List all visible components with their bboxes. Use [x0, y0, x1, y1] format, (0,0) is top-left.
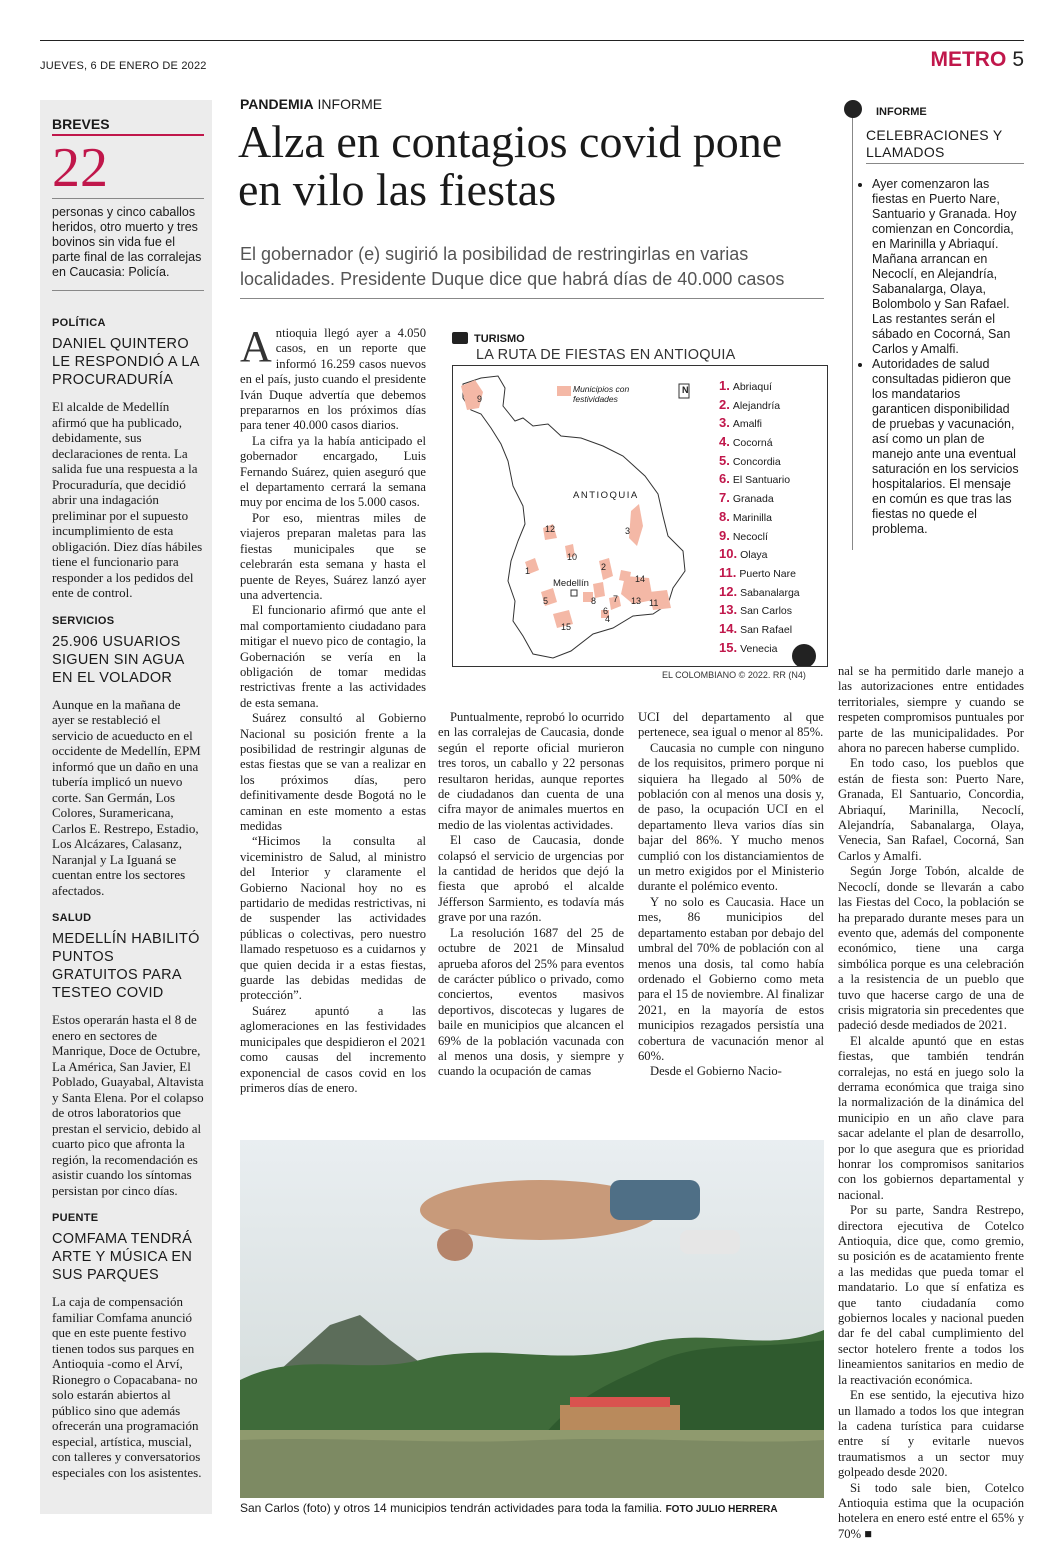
paragraph: Si todo sale bien, Cotelco Antioquia estima que la ocupación hotelera en enero esté entre el 65% y 70% ■: [838, 1480, 1024, 1541]
municipality-number: 12.: [719, 583, 738, 599]
municipality-item: [719, 640, 819, 659]
brief-title: COMFAMA TENDRÁ ARTE Y MÚSICA EN SUS PARQUES: [52, 1231, 193, 1283]
municipality-name: Puerto Nare: [739, 567, 796, 580]
map-graphic: [452, 365, 828, 667]
kicker-rest: INFORME: [317, 96, 383, 112]
brief-item: [52, 615, 204, 899]
article-kicker: [240, 96, 382, 112]
infobox-bullet: • Ayer comenzaron las fiestas en Puerto Nare, Santuario y Granada. Hoy comienzan en Concordia, en Marinilla y Abriaquí. Mañana arrancan en Necoclí, en Alejandría, Sabanalarga, Olaya, Bolombolo y San Rafael. Las restantes serán el sábado en Cocorná, San Carlos y Amalfi.: [872, 177, 1022, 357]
paragraph: Por eso, mientras miles de viajeros preparan maletas para las fiestas municipales que se celebrarán esta semana y hasta el puente de Reyes, Suárez lanzó ayer una advertencia.: [240, 510, 426, 602]
municipality-item: [719, 546, 819, 565]
paragraph: UCI del departamento al que pertenece, sea igual o menor al 85%.: [638, 710, 824, 740]
caption-text: San Carlos (foto) y otros 14 municipios tendrán actividades para toda la familia.: [240, 1501, 663, 1515]
legend-swatch: [557, 386, 571, 396]
map-number: 12: [545, 524, 556, 534]
map-number: 1: [525, 566, 531, 576]
paragraph: Según Jorge Tobón, alcalde de Necoclí, donde se llevarán a cabo las Fiestas del Coco, la población se ha preparado durante meses para un evento que, además del componente económico, tiene una carga simbólica porque es una celebración a la resistencia de un pueblo que tuvo que hacerse cargo de una de crisis migratoria sin precedentes que padeció desde mediados de 2021.: [838, 864, 1024, 1033]
brief-body: Aunque en la mañana de ayer se restableció el servicio de acueducto en el occidente de Medellín, EPM informó que un daño en una tubería implicó un nuevo corte. San Germán, Los Colores, Suramericana, Carlos E. Restrepo, Estadio, Los Alcázares, Calasanz, Naranjal y La Iguaná se cuentan entre los sectores afectados.: [52, 696, 201, 898]
region-label: ANTIOQUIA: [573, 490, 639, 501]
paragraph: Caucasia no cumple con ninguno de los requisitos, primero porque ni siquiera ha llegado al 50% de población con al menos una dosis y, de paso, la ocupación UCI en el departamento lleva varios días sin bajar del 86%. Y mucho menos cumplió con los distanciamientos de un metro exigidos por el Ministerio durante el polémico evento.: [638, 740, 824, 894]
municipality-name: Venecia: [740, 642, 778, 655]
city-label: Medellín: [553, 578, 589, 589]
municipality-name: Marinilla: [732, 511, 772, 524]
municipality-number: 4.: [719, 434, 730, 450]
news-photo: [240, 1140, 824, 1498]
breves-label: BREVES: [52, 116, 204, 136]
sidebar-divider: [52, 290, 204, 291]
municipality-number: 11.: [719, 564, 737, 580]
municipality-number: 3.: [719, 415, 730, 431]
drop-cap: A: [240, 322, 272, 371]
map-title: LA RUTA DE FIESTAS EN ANTIOQUIA: [476, 347, 736, 363]
north-label: N: [682, 385, 689, 395]
issue-date: JUEVES, 6 DE ENERO DE 2022: [40, 60, 207, 72]
article-column-4: [838, 664, 1024, 1542]
brief-body: La caja de compensación familiar Comfama anunció que en este puente festivo tienen todos sus parques en Antioquia -como el Arví, Rionegro o Copacabana- no solo estarán abiertos al público sino que además ofrecerán una programación especial, artística, muscial, con talleres y conversatorios especiales con los asistentes.: [52, 1294, 202, 1480]
municipality-name: Alejandría: [732, 399, 781, 412]
municipality-item: [719, 378, 819, 397]
photo-credit: FOTO JULIO HERRERA: [665, 1504, 778, 1515]
municipality-name: Necoclí: [732, 530, 768, 543]
municipality-name: Olaya: [740, 549, 768, 562]
municipality-name: Sabanalarga: [740, 586, 800, 599]
article-column-1: [240, 322, 426, 1096]
brief-title: 25.906 USUARIOS SIGUEN SIN AGUA EN EL VOLADOR: [52, 633, 184, 686]
municipality-item: [719, 434, 819, 453]
municipality-number: 14.: [719, 620, 738, 636]
municipality-item: [719, 490, 819, 509]
map-number: 7: [613, 594, 619, 604]
municipality-name: Amalfi: [732, 418, 763, 431]
map-number: 9: [477, 394, 483, 404]
section-name: METRO: [930, 48, 1007, 71]
infobox-body: [862, 177, 1022, 537]
municipality-number: 8.: [719, 508, 730, 524]
brief-item: [52, 1212, 204, 1480]
municipality-number: 7.: [719, 490, 730, 506]
municipality-number: 2.: [719, 396, 730, 412]
map-number: 11: [649, 598, 659, 608]
headline: Alza en contagios covid pone en vilo las fiestas: [238, 116, 783, 215]
map-credit: EL COLOMBIANO © 2022. RR (N4): [662, 670, 806, 680]
map-number: 13: [631, 596, 642, 606]
municipality-number: 5.: [719, 452, 730, 468]
map-number: 3: [625, 526, 631, 536]
municipality-name: El Santuario: [732, 474, 791, 487]
article-column-2: [438, 710, 624, 1080]
municipality-number: 15.: [719, 639, 738, 655]
municipality-name: Abriaquí: [732, 381, 772, 393]
paragraph: En ese sentido, la ejecutiva hizo un llamado a todos los que integran la cadena turística para cuidarse entre sí y evitarle nuevos traumatismos a un sector muy golpeado desde 2020.: [838, 1388, 1024, 1480]
subhead: El gobernador (e) sugirió la posibilidad de restringirlas en varias localidades. Presidente Duque dice que habrá días de 40.000 casos: [240, 244, 785, 289]
infobox-bullet: • Autoridades de salud consultadas pidieron que los mandatarios garanticen disponibilidad de pruebas y vacunación, así como un plan de manejo ante una eventual saturación en los servicios hospitalarios. El mensaje en común es que tras las fiestas no quede el problema.: [872, 357, 1022, 537]
map-number: 5: [543, 596, 549, 606]
infobox-title: CELEBRACIONES Y LLAMADOS: [866, 127, 1003, 160]
paragraph: En todo caso, los pueblos que están de fiesta son: Puerto Nare, Granada, El Santuario, Concordia, Abriaquí, Marinilla, Necoclí, Alejandría, Sabanalarga, Olaya, Venecia, San Rafael, Cocorná, San Carlos y Amalfi.: [838, 756, 1024, 863]
municipality-number: 6.: [719, 471, 730, 487]
paragraph: “Hicimos la consulta al viceministro de Salud, al ministro del Interior y claramente el Gobierno Nacional hoy no es partidario de medidas restrictivas, ni de suspender las actividades públicas o colectivas, pero nuestro llamado respetuoso es a cuidarnos y que quien decida ir a estas fiestas, guarde las debidas medidas de protección”.: [240, 834, 426, 1003]
municipality-item: [719, 453, 819, 472]
page-number: 5: [1012, 48, 1024, 71]
map-number: 6: [603, 606, 609, 616]
map-legend: Municipios con festividades: [573, 384, 630, 404]
big-number-text: personas y cinco caballos heridos, otro muerto y tres bovinos sin vida fue el parte final de las corralejas en Caucasia: Policía.: [52, 205, 202, 279]
article-column-3: [638, 710, 824, 1080]
photo-caption: [240, 1501, 840, 1515]
brief-tag: SERVICIOS: [52, 614, 115, 627]
municipality-list: [719, 378, 819, 658]
paragraph: Por su parte, Sandra Restrepo, directora ejecutiva de Cotelco Antioquia, dice que, como gremio, su posición es de acatamiento frente a las medidas que pueda tomar el mandatario. Lo que sí enfatiza es que tanto ciudadanía como gobiernos locales y nacional pueden dar fe del cabal cumplimiento del sector hotelero frente a todos los lineamientos sanitarios en medio de la reactivación económica.: [838, 1203, 1024, 1387]
brief-title: DANIEL QUINTERO LE RESPONDIÓ A LA PROCURADURÍA: [52, 336, 199, 388]
infobox-tag: INFORME: [876, 106, 927, 118]
infobox-rule: [852, 100, 853, 550]
brief-body: Estos operarán hasta el 8 de enero en sectores de Manrique, Doce de Octubre, La América, San Javier, El Poblado, Guayabal, Altavista y Santa Elena. Por el colapso de otros laboratorios que prestan el servicio, debido al cuarto pico que afronta la región, la recomendación es asistir cuando los síntomas persistan por cinco días.: [52, 1012, 204, 1198]
kicker-bold: PANDEMIA: [240, 96, 314, 112]
municipality-number: 13.: [719, 602, 738, 618]
municipality-item: [719, 584, 819, 603]
municipality-item: [719, 509, 819, 528]
municipality-name: Concordia: [732, 455, 781, 468]
brief-body: El alcalde de Medellín afirmó que ha publicado, debidamente, sus declaraciones de renta. La salida fue una respuesta a la Procuraduría, que decidió abrir una indagación preliminar por el supuesto incumplimiento de esta obligación. Diez días hábiles tiene el funcionario para responder a los pedidos del ente de control.: [52, 399, 203, 600]
municipality-item: [719, 471, 819, 490]
brief-tag: POLÍTICA: [52, 317, 106, 329]
map-number: 15: [561, 622, 572, 632]
municipality-item: [719, 602, 819, 621]
paragraph: Desde el Gobierno Nacio-: [650, 1064, 782, 1079]
municipality-number: 9.: [719, 527, 730, 543]
brief-tag: SALUD: [52, 912, 92, 924]
map-number: 8: [591, 596, 597, 606]
breves-sidebar: [40, 100, 212, 1514]
paragraph: El funcionario afirmó que ante el mal comportamiento ciudadano para mitigar el nuevo pico de contagio, la Gobernación se vería en la obligación de tomar medidas restrictivas frente a las actividades de esta semana.: [240, 603, 426, 710]
municipality-item: [719, 397, 819, 416]
map-number: 2: [601, 562, 607, 572]
municipality-item: [719, 415, 819, 434]
municipality-number: 10.: [719, 546, 738, 562]
map-kicker-text: TURISMO: [474, 333, 525, 345]
paragraph: Puntualmente, reprobó lo ocurrido en las corralejas de Caucasia, donde según el reporte oficial murieron tres toros, un caballo y 22 personas resultaron heridas, aunque reportes de ciudadanos dan cuenta de una cifra mayor de animales muertos en medio de las violentas actividades.: [438, 710, 624, 832]
paragraph: Suárez consultó al Gobierno Nacional su posición frente a la posibilidad de restringir algunas de estas fiestas que se van a realizar en los próximos días, pero definitivamente desde Bogotá no le caminan en este momento a estas medidas: [240, 711, 426, 833]
paragraph: El caso de Caucasia, donde colapsó el servicio de urgencias por la cantidad de heridos que dejó la fiesta que aprobó el alcalde Jéfferson Sarmiento, es todavía más grave por una razón.: [438, 833, 624, 925]
brief-item: [52, 912, 204, 1198]
top-rule: [40, 40, 1024, 41]
municipality-item: [719, 528, 819, 547]
municipality-name: San Rafael: [740, 623, 793, 636]
municipality-item: [719, 621, 819, 640]
paragraph: ntioquia llegó ayer a 4.050 casos, en un reporte que informó 16.259 casos nuevos en el país, justo cuando el presidente Iván Duque advertía que debemos prepararnos en los próximos días para tener 40.000 casos diarios.: [240, 326, 426, 433]
municipality-number: 1.: [719, 378, 730, 393]
paragraph: Y no solo es Caucasia. Hace un mes, 86 municipios del departamento estaban por debajo del umbral del 70% de población con al menos una dosis, tal como había ordenado el Gobierno como meta para el 15 de noviembre. Al finalizar 2021, en la mayoría de estos municipios rezagados persistía una cobertura de vacunación menor al 60%.: [638, 894, 824, 1063]
info-badge-icon: [844, 100, 862, 118]
infobox-divider: [866, 163, 1024, 164]
municipality-name: Cocorná: [732, 437, 773, 450]
map-number: 14: [635, 574, 646, 584]
paragraph: La cifra ya la había anticipado el gobernador encargado, Luis Fernando Suárez, quien aseguró que el departamento cerrará la semana muy por encima de los 5.000 casos.: [240, 433, 426, 510]
section-label: [930, 48, 1024, 72]
map-number: 10: [567, 552, 578, 562]
suitcase-icon: [452, 332, 468, 344]
brief-tag: PUENTE: [52, 1212, 99, 1224]
map-number: 4: [605, 614, 611, 624]
brief-title: MEDELLÍN HABILITÓ PUNTOS GRATUITOS PARA TESTEO COVID: [52, 931, 200, 1001]
big-number: 22: [52, 138, 204, 199]
paragraph: La resolución 1687 del 25 de octubre de 2021 de Minsalud aprueba aforos del 25% para eventos de carácter público o privado, como conciertos, eventos masivos deportivos, discotecas y lugares de baile en municipios que alcancen el 69% de la población vacunada con al menos una dosis, y siempre y cuando la ocupación de camas: [438, 925, 624, 1079]
municipality-item: [719, 565, 819, 584]
map-kicker: [452, 332, 525, 345]
brief-item: [52, 317, 204, 601]
municipality-name: Granada: [732, 493, 774, 506]
paragraph: El alcalde apuntó que en estas fiestas, que también tendrán corralejas, no está en juego solo la derrama económica que traiga sino la normalización de la dinámica del municipio en un año clave para sacar adelante el plan de desarrollo, por lo que asegura que es prioridad honrar los compromisos sanitarios con los gobiernos departamental y nacional.: [838, 1033, 1024, 1202]
paragraph: Suárez apuntó a las aglomeraciones en las festividades municipales que despidieron el 2021 como causas del incremento exponencial de casos covid en los primeros días de enero.: [240, 1003, 426, 1095]
paragraph: nal se ha permitido darle manejo a las autorizaciones entre entidades territoriales, siempre y cuando se respeten compromisos puntuales por parte de las municipalidades. Por ahora no parecen haberse cumplido.: [838, 664, 1024, 756]
header-divider: [240, 298, 824, 299]
municipality-name: San Carlos: [740, 605, 793, 618]
